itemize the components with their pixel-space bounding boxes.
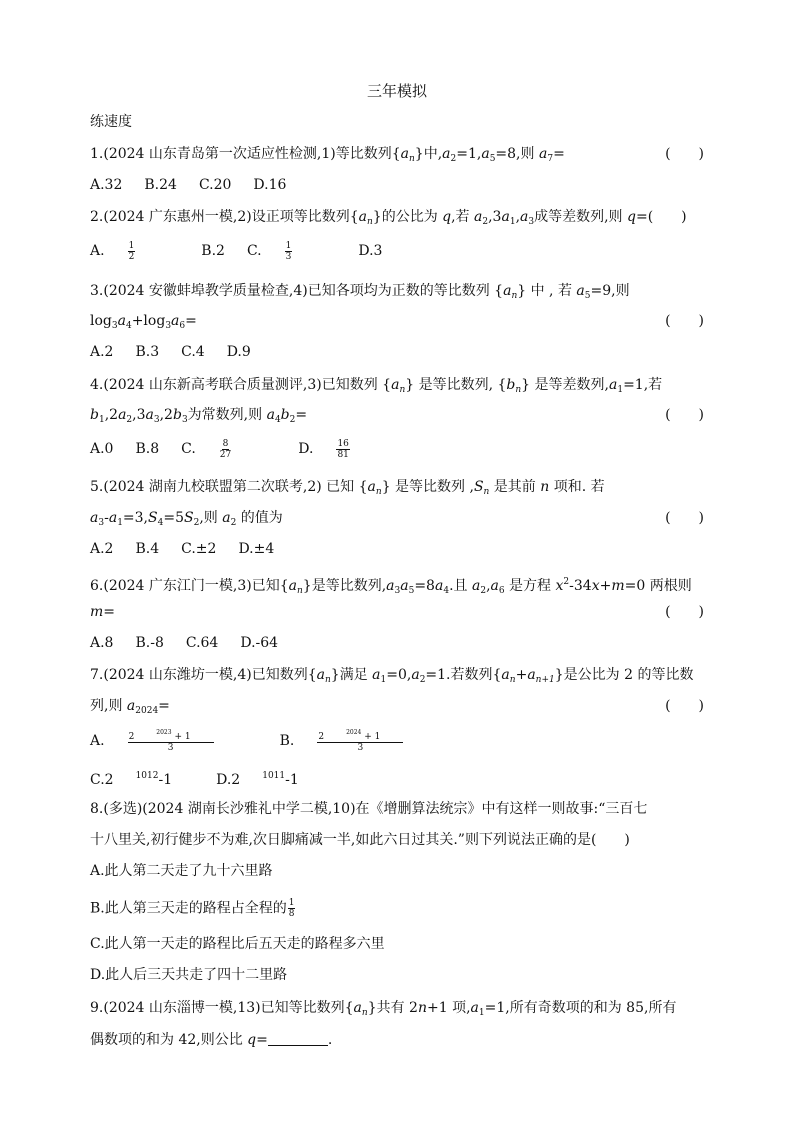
- choice-d[interactable]: D.±4: [238, 541, 275, 557]
- choices-7a: [90, 728, 469, 753]
- choice-a[interactable]: A.2: [90, 344, 114, 360]
- choice-a[interactable]: A.此人第二天走了九十六里路: [90, 863, 273, 879]
- question-5: 5.(2024 湖南九校联盟第二次联考,2) 已知 $\{a_n\}$ 是等比数列 $,S_n$ 是其前 n 项和. 若: [90, 479, 605, 497]
- choice-b[interactable]: B.8: [135, 441, 160, 457]
- choices-1: [90, 174, 308, 196]
- question-7-line2: 列,则 $a_{2024}=$: [90, 698, 170, 716]
- answer-bracket-3[interactable]: ( ): [665, 313, 704, 329]
- choice-b[interactable]: B.24: [144, 177, 177, 193]
- question-6-line2: m=: [90, 604, 116, 620]
- question-5-line2: $a_3-a_1=3,S_4=5S_2$,则 $a_2$ 的值为: [90, 510, 283, 528]
- choice-b[interactable]: B.2: [201, 243, 225, 259]
- choice-a[interactable]: A.0: [90, 441, 114, 457]
- question-7: 7.(2024 山东潍坊一模,4)已知数列$\{a_n\}$满足 $a_1=0,a_2=1$.若数列$\{a_n+a_{n+1}\}$是公比为 2 的等比数: [90, 667, 694, 685]
- choice-b[interactable]: B.此人第三天走的路程占全程的 $\frac{1}{8}$: [90, 898, 295, 919]
- question-3-line2: $\log_3a_4+\log_3a_6=$: [90, 313, 197, 331]
- question-4-line2: $b_1,2a_2,3a_3,2b_3$为常数列,则 $a_4b_2=$: [90, 407, 308, 425]
- choice-b[interactable]: B.-8: [135, 635, 164, 651]
- question-3: 3.(2024 安徽蚌埠教学质量检查,4)已知各项均为正数的等比数列 $\{a_n\}$ 中 , 若 $a_5=9$,则: [90, 283, 630, 301]
- question-9-line2: 偶数项的和为 42,则公比 q= .: [90, 1032, 333, 1048]
- answer-bracket-7[interactable]: ( ): [665, 698, 704, 714]
- choice-d[interactable]: D.9: [226, 344, 251, 360]
- choices-6: [90, 632, 300, 654]
- answer-bracket-6[interactable]: ( ): [665, 604, 704, 620]
- choice-c[interactable]: C. $\frac{8}{27}$: [181, 438, 232, 460]
- choice-a[interactable]: A.32: [90, 177, 123, 193]
- choice-d[interactable]: D.2 $^{1011}$-1: [216, 771, 299, 788]
- choice-c[interactable]: C.20: [198, 177, 232, 193]
- choice-d[interactable]: D.-64: [240, 635, 279, 651]
- choices-2: [90, 240, 404, 262]
- answer-bracket-5[interactable]: ( ): [665, 510, 704, 526]
- choice-c[interactable]: C. $\frac{1}{3}$: [246, 240, 292, 262]
- question-4: 4.(2024 山东新高考联合质量测评,3)已知数列 $\{a_n\}$ 是等比数列, $\{b_n\}$ 是等差数列$,a_1=1$,若: [90, 377, 663, 395]
- choice-c[interactable]: C.±2: [181, 541, 217, 557]
- question-2: 2.(2024 广东惠州一模,2)设正项等比数列$\{a_n\}$的公比为 q,若 $a_2,3a_1,a_3$成等差数列,则 q=( ): [90, 209, 687, 227]
- question-9: 9.(2024 山东淄博一模,13)已知等比数列$\{a_n\}$共有 2n+1 项$,a_1=1$,所有奇数项的和为 85,所有: [90, 1000, 677, 1018]
- choice-c[interactable]: C.2 $^{1012}$-1: [90, 771, 173, 788]
- choice-c[interactable]: C.4: [181, 344, 205, 360]
- question-1: 1.(2024 山东青岛第一次适应性检测,1)等比数列$\{a_n\}$中$,a_2=1,a_5=8$,则 $a_7=$: [90, 146, 565, 164]
- choice-d[interactable]: D.3: [358, 243, 383, 259]
- choice-b[interactable]: B.3: [135, 344, 160, 360]
- choice-b[interactable]: B.4: [135, 541, 160, 557]
- page-title: 三年模拟: [366, 82, 427, 100]
- answer-bracket-1[interactable]: ( ): [665, 146, 704, 162]
- choice-a[interactable]: A.8: [90, 635, 114, 651]
- choice-d[interactable]: D. $\frac{16}{81}$: [298, 438, 349, 460]
- choices-5: [90, 538, 296, 560]
- choices-4: [90, 438, 416, 460]
- answer-blank[interactable]: [268, 1031, 328, 1046]
- choice-a[interactable]: A. $\frac{1}{2}$: [90, 240, 135, 262]
- choice-b[interactable]: B. $\frac{2 ^{2024} + 1}{3}$: [280, 733, 448, 749]
- choice-d[interactable]: D.16: [253, 177, 287, 193]
- choice-a[interactable]: A. $\frac{2 ^{2023} + 1}{3}$: [90, 733, 258, 749]
- question-8: 8.(多选)(2024 湖南长沙雅礼中学二模,10)在《增删算法统宗》中有这样一则故事:“三百七: [90, 801, 648, 817]
- question-6: 6.(2024 广东江门一模,3)已知$\{a_n\}$是等比数列$,a_3a_5=8a_4$.且 $a_2,a_6$ 是方程 $x^2-34x+m=0$ 两根则: [90, 577, 692, 596]
- choice-a[interactable]: A.2: [90, 541, 114, 557]
- choices-3: [90, 341, 273, 363]
- choice-d[interactable]: D.此人后三天共走了四十二里路: [90, 967, 288, 983]
- answer-bracket-4[interactable]: ( ): [665, 407, 704, 423]
- choices-7b: [90, 765, 343, 791]
- choice-c[interactable]: C.64: [185, 635, 219, 651]
- section-heading: 练速度: [90, 114, 132, 130]
- choice-c[interactable]: C.此人第一天走的路程比后五天走的路程多六里: [90, 936, 385, 952]
- question-8-line2: 十八里关,初行健步不为难,次日脚痛减一半,如此六日过其关.”则下列说法正确的是( ): [90, 832, 630, 848]
